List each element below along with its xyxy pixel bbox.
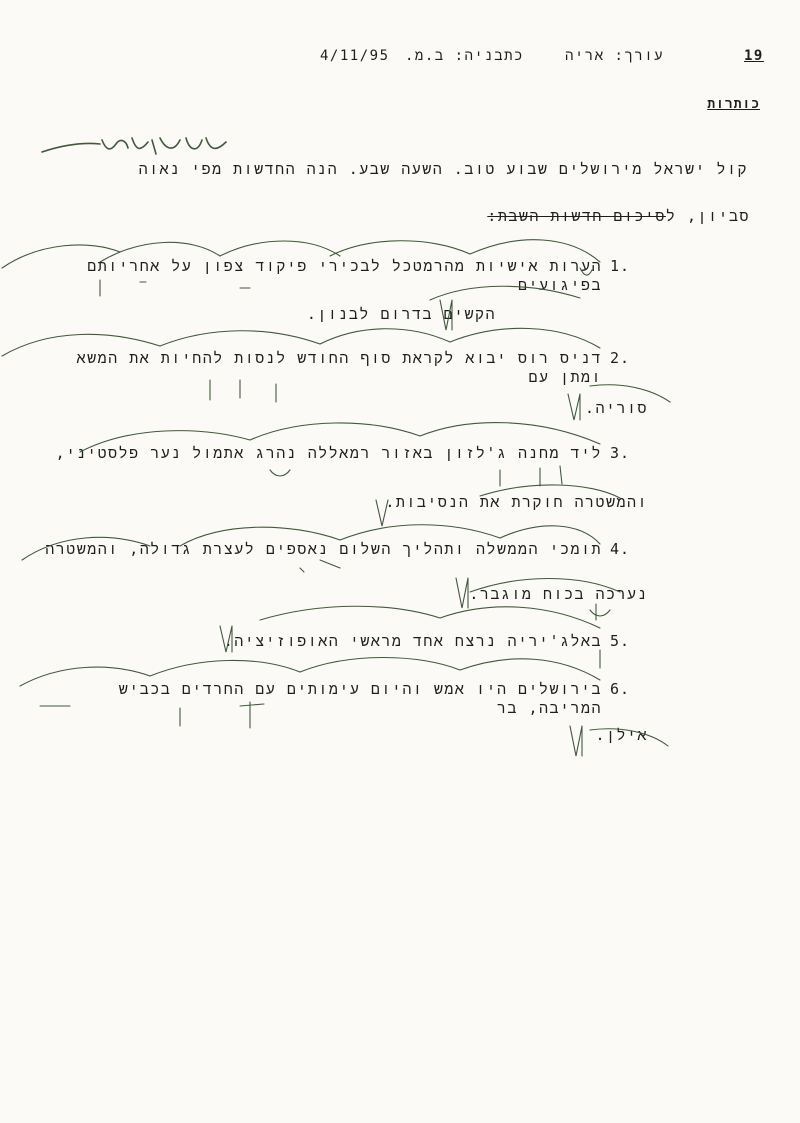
item-4-number: 4. [610, 540, 631, 558]
typist-label: כתבניה: ב.מ. [405, 48, 524, 64]
intro-line-2-struck: סיכום חדשות השבת: [487, 207, 666, 225]
editor-label: עורך: אריה [565, 48, 665, 64]
date-label: 4/11/95 [320, 48, 390, 64]
item-1-line-2: הקשים בדרום לבנון. [306, 305, 496, 323]
item-3-line-2: והמשטרה חוקרת את הנסיבות. [385, 493, 648, 511]
page-number: 19 [744, 48, 764, 64]
item-3-number: 3. [610, 444, 631, 462]
item-6-line-2: אילן. [595, 726, 648, 744]
item-2-line-2: סוריה. [584, 399, 648, 417]
item-2-line-1: דניס רוס יבוא לקראת סוף החודש לנסות להחיות את המשא ומתן עם [76, 349, 602, 386]
item-1-number: 1. [610, 257, 631, 275]
item-2-number: 2. [610, 349, 631, 367]
item-6-number: 6. [610, 680, 631, 698]
item-4-line-2: נערכה בכוח מוגבר. [469, 585, 648, 603]
intro-line-2-prefix: סביון, ל [665, 207, 750, 225]
item-5-line-1: באלג'יריה נרצח אחד מראשי האופוזיציה. [223, 632, 602, 650]
intro-line-1: קול ישראל מירושלים שבוע טוב. השעה שבע. הנה החדשות מפי נאוה [138, 160, 748, 178]
item-4-line-1: תומכי הממשלה ותהליך השלום נאספים לעצרת גדולה, והמשטרה [45, 540, 602, 558]
item-1-line-1: הערות אישיות מהרמטכל לבכירי פיקוד צפון על אחריותם בפיגועים [87, 257, 602, 294]
item-5-number: 5. [610, 632, 631, 650]
item-6-line-1: בירושלים היו אמש והיום עימותים עם החרדים בכביש המריבה, בר [118, 680, 602, 717]
intro-line-2 [487, 207, 750, 226]
item-3-line-1: ליד מחנה ג'לזון באזור רמאללה נהרג אתמול נער פלסטיני, [55, 444, 602, 462]
section-title: כותרות [707, 97, 760, 112]
